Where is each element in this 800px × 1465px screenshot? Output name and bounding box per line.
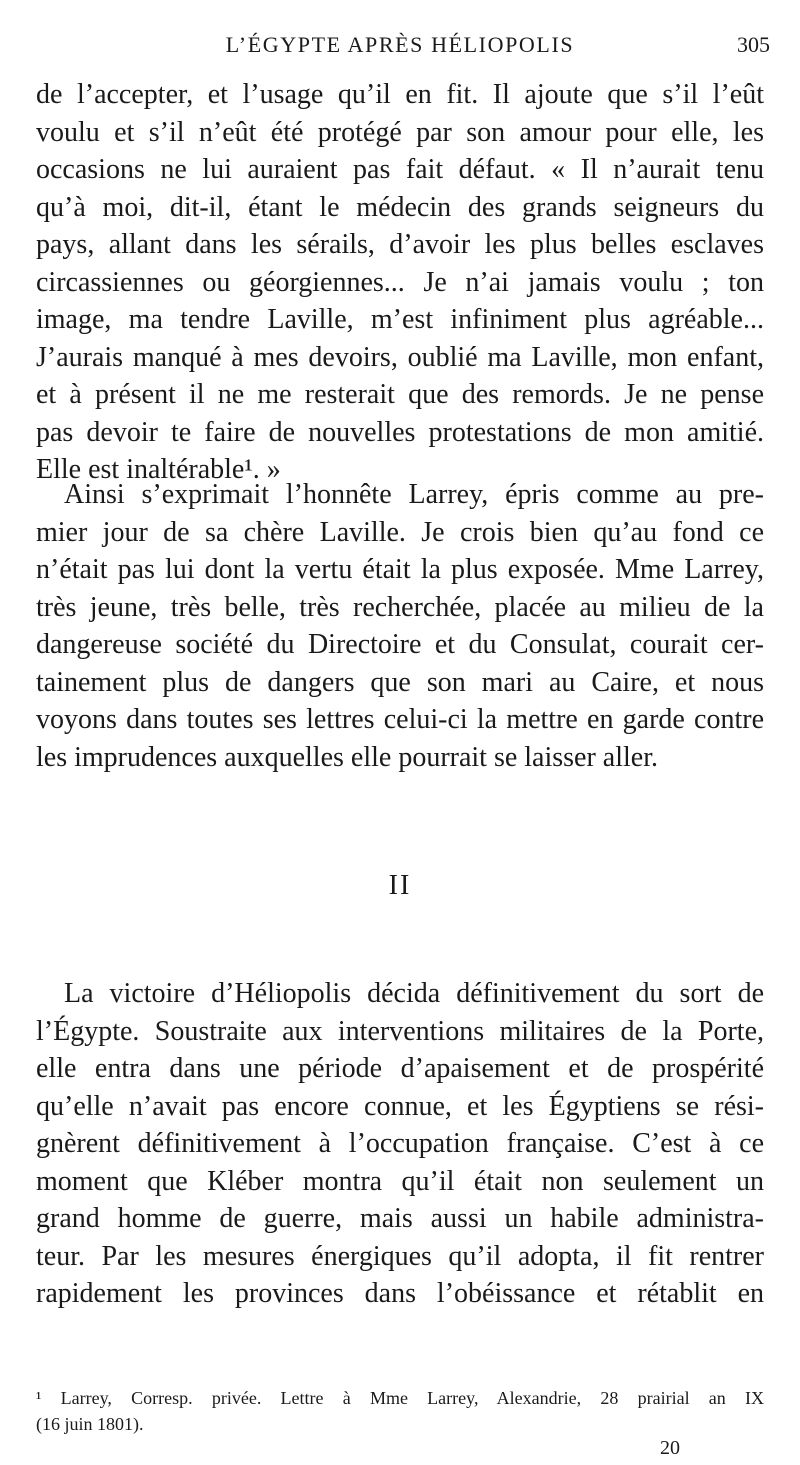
text-line: mier jour de sa chère Laville. Je crois bien qu’au fond ce xyxy=(36,516,764,548)
text-line: circassiennes ou géorgiennes... Je n’ai jamais voulu ; ton xyxy=(36,266,764,298)
text-line: et à présent il ne me resterait que des remords. Je ne pense xyxy=(36,379,764,410)
text-line: Ainsi s’exprimait l’honnête Larrey, épris comme au pre- xyxy=(64,479,764,510)
text-line: gnèrent définitivement à l’occupation française. C’est à ce xyxy=(36,1128,764,1159)
footnote-line: (16 juin 1801). xyxy=(36,1414,144,1434)
text-line: J’aurais manqué à mes devoirs, oublié ma Laville, mon enfant, xyxy=(36,341,764,373)
text-line: dangereuse société du Directoire et du Consulat, courait cer- xyxy=(36,629,764,660)
paragraph-2 xyxy=(36,476,764,776)
text-line: les imprudences auxquelles elle pourrait se laisser aller. xyxy=(36,741,659,773)
page-number: 305 xyxy=(737,32,770,57)
text-line: image, ma tendre Laville, m’est infiniment plus agréable... xyxy=(36,304,764,335)
text-line: voyons dans toutes ses lettres celui-ci la mettre en garde contre xyxy=(36,704,764,735)
text-line: moment que Kléber montra qu’il était non seulement un xyxy=(36,1165,764,1197)
text-line: occasions ne lui auraient pas fait défaut. « Il n’aurait tenu xyxy=(36,154,764,185)
text-line: qu’elle n’avait pas encore connue, et les Égyptiens se rési- xyxy=(36,1090,764,1122)
running-title: L’ÉGYPTE APRÈS HÉLIOPOLIS xyxy=(225,32,575,57)
text-line: pays, allant dans les sérails, d’avoir les plus belles esclaves xyxy=(36,229,764,260)
text-line: voulu et s’il n’eût été protégé par son amour pour elle, les xyxy=(36,116,764,148)
paragraph-3 xyxy=(36,975,764,1313)
text-line: très jeune, très belle, très recherchée, placée au milieu de la xyxy=(36,591,764,623)
text-line: La victoire d’Héliopolis décida définitivement du sort de xyxy=(64,978,764,1009)
text-line: grand homme de guerre, mais aussi un habile administra- xyxy=(36,1203,764,1234)
footnote-line: ¹ Larrey, Corresp. privée. Lettre à Mme Larrey, Alexandrie, 28 prairial an IX xyxy=(36,1388,764,1408)
section-heading: II xyxy=(388,870,412,901)
text-line: de l’accepter, et l’usage qu’il en fit. Il ajoute que s’il l’eût xyxy=(36,79,764,110)
text-line: rapidement les provinces dans l’obéissance et rétablit en xyxy=(36,1278,764,1309)
text-line: Elle est inaltérable¹. » xyxy=(36,454,281,485)
page-header xyxy=(30,28,770,62)
text-line: qu’à moi, dit-il, étant le médecin des grands seigneurs du xyxy=(36,191,764,223)
footnotes xyxy=(36,1385,764,1437)
text-line: l’Égypte. Soustraite aux interventions militaires de la Porte, xyxy=(36,1015,764,1047)
text-line: teur. Par les mesures énergiques qu’il adopta, il fit rentrer xyxy=(36,1240,764,1272)
signature-mark: 20 xyxy=(660,1437,680,1459)
paragraph-1 xyxy=(36,76,764,489)
text-line: n’était pas lui dont la vertu était la plus exposée. Mme Larrey, xyxy=(36,554,764,585)
text-line: elle entra dans une période d’apaisement et de prospérité xyxy=(36,1053,764,1084)
text-line: pas devoir te faire de nouvelles protestations de mon amitié. xyxy=(36,416,764,448)
text-line: tainement plus de dangers que son mari au Caire, et nous xyxy=(36,666,764,698)
